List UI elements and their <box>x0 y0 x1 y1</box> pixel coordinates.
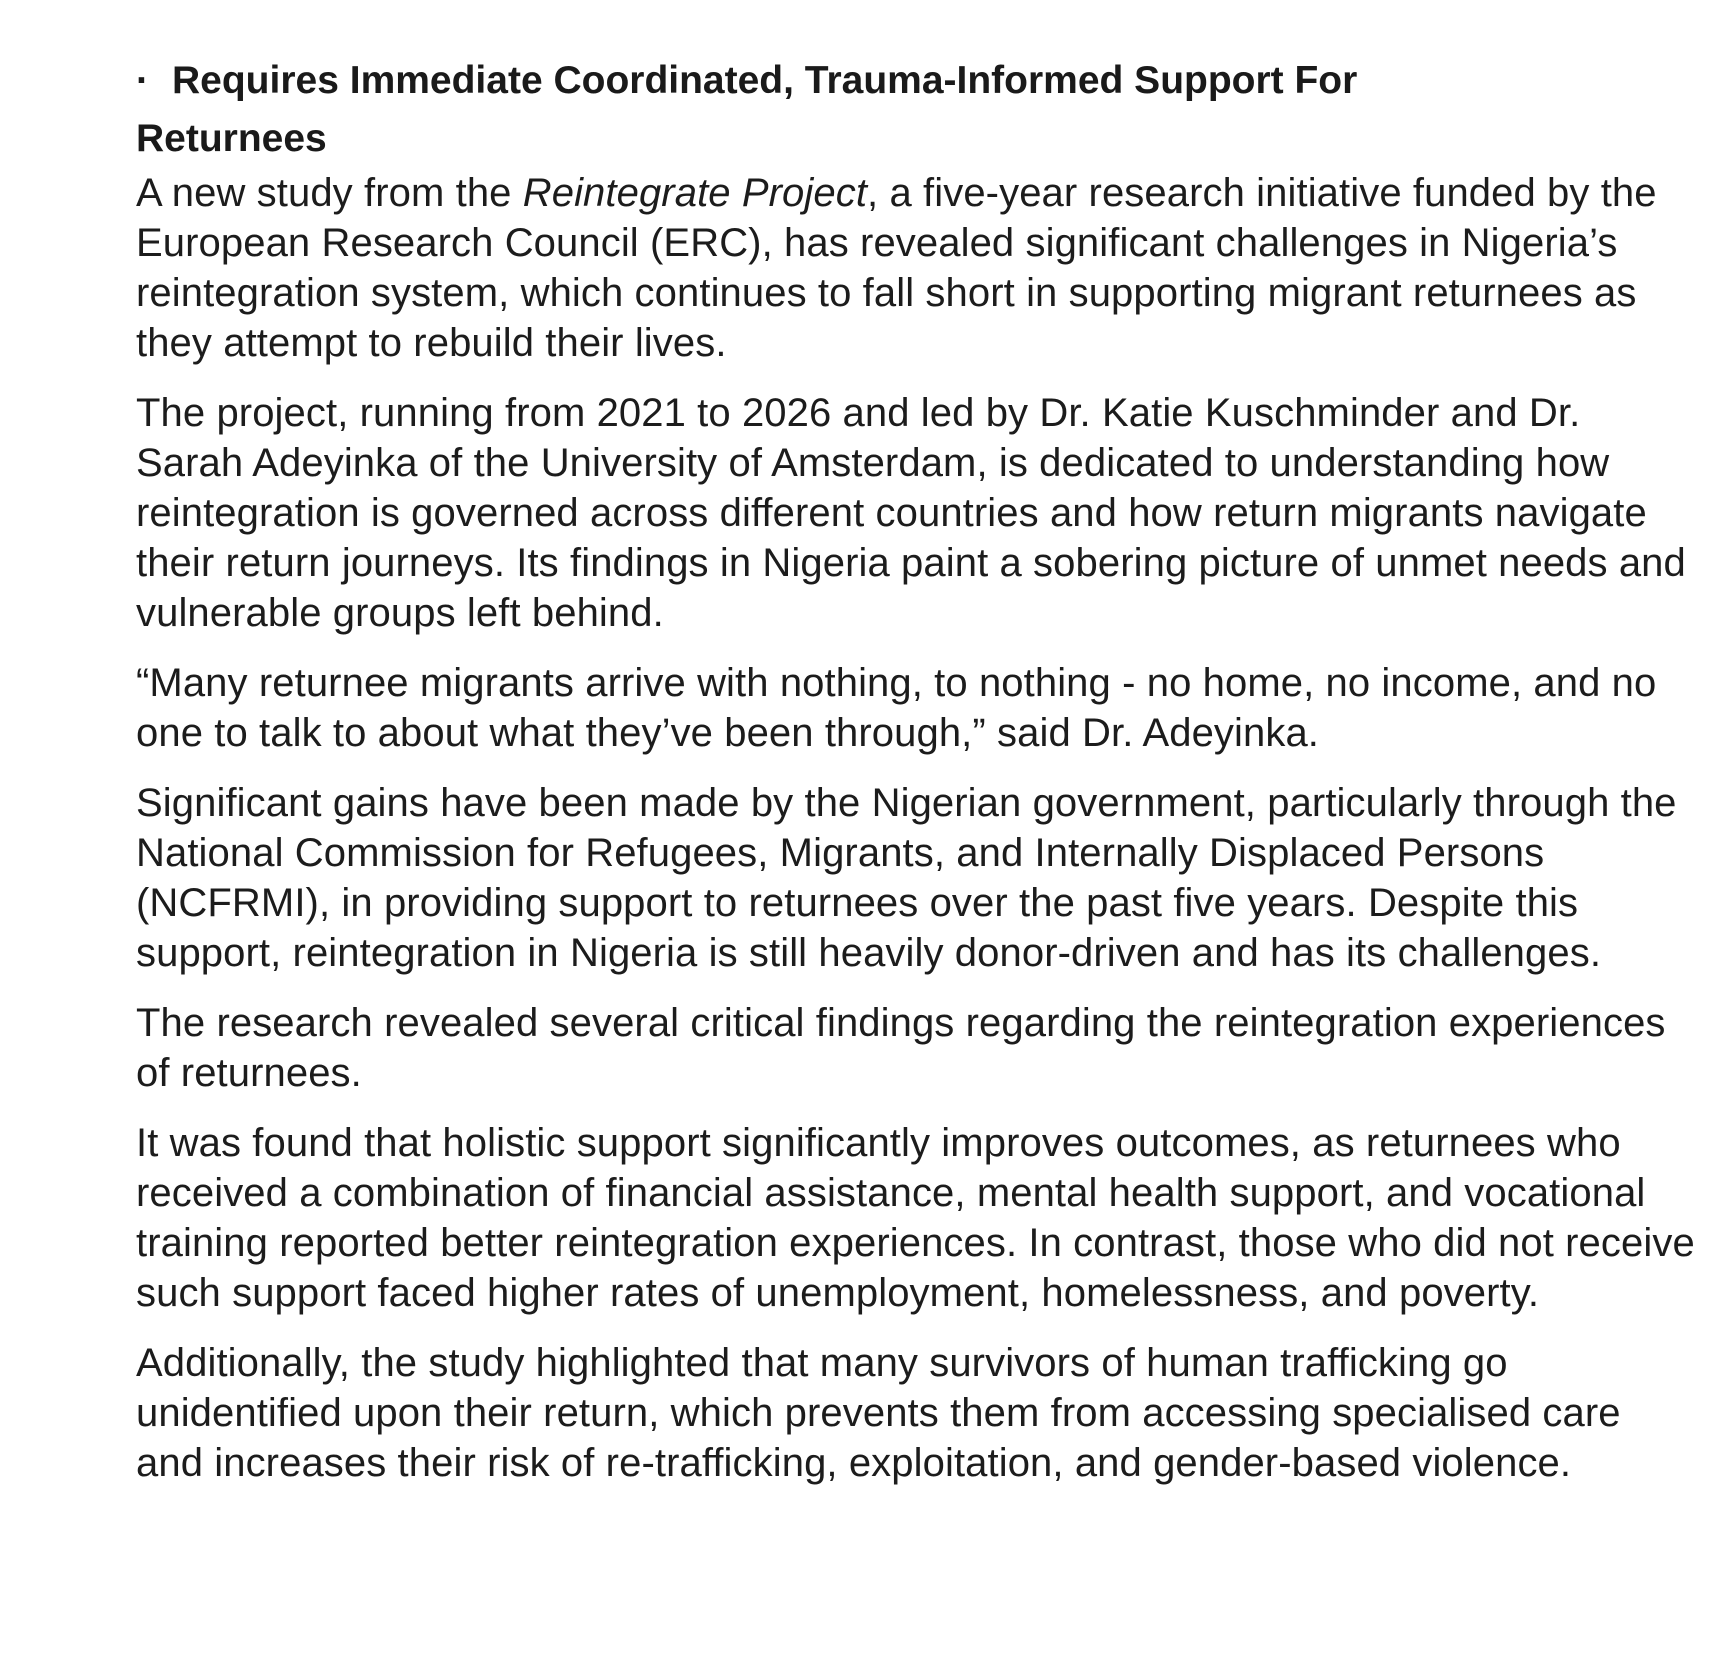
paragraph-government-gains: Significant gains have been made by the Nigerian government, particularly through the National Commission for Refugees, Migrants, and Internally Displaced Persons (NCFRMI), in providing support to returnees over the past five years. Despite this support, reintegration in Nigeria is still heavily donor-driven and has its challenges. <box>136 781 1677 975</box>
intro-after: , a five-year research initiative funded by the European Research Council (ERC), has revealed significant challenges in Nigeria’s reintegration system, which continues to fall short in supporting migrant returnees as they attempt to rebuild their lives. <box>136 171 1657 365</box>
paragraph-holistic-support: It was found that holistic support significantly improves outcomes, as returnees who received a combination of financial assistance, mental health support, and vocational training reported better reintegration experiences. In contrast, those who did not receive such support faced higher rates of unemployment, homelessness, and poverty. <box>136 1121 1695 1315</box>
paragraph-quote: “Many returnee migrants arrive with nothing, to nothing - no home, no income, and no one to talk to about what they’ve been through,” said Dr. Adeyinka. <box>136 661 1657 755</box>
paragraph-findings-intro: The research revealed several critical findings regarding the reintegration experiences of returnees. <box>136 1001 1666 1095</box>
paragraph-project: The project, running from 2021 to 2026 and led by Dr. Katie Kuschminder and Dr. Sarah Adeyinka of the University of Amsterdam, is dedicated to understanding how reintegration is governed across different countries and how return migrants navigate their return journeys. Its findings in Nigeria paint a sobering picture of unmet needs and vulnerable groups left behind. <box>136 391 1686 635</box>
heading-bullet: · <box>136 59 149 102</box>
intro-paragraph <box>136 168 1696 368</box>
project-name: Reintegrate Project <box>522 171 868 215</box>
article-heading <box>136 52 1536 168</box>
heading-text: Requires Immediate Coordinated, Trauma-Informed Support For Returnees <box>136 59 1358 160</box>
intro-before: A new study from the <box>136 171 523 215</box>
article <box>136 52 1696 1508</box>
paragraph-trafficking: Additionally, the study highlighted that many survivors of human trafficking go unidentified upon their return, which prevents them from accessing specialised care and increases their risk of re-trafficking, exploitation, and gender-based violence. <box>136 1341 1621 1485</box>
